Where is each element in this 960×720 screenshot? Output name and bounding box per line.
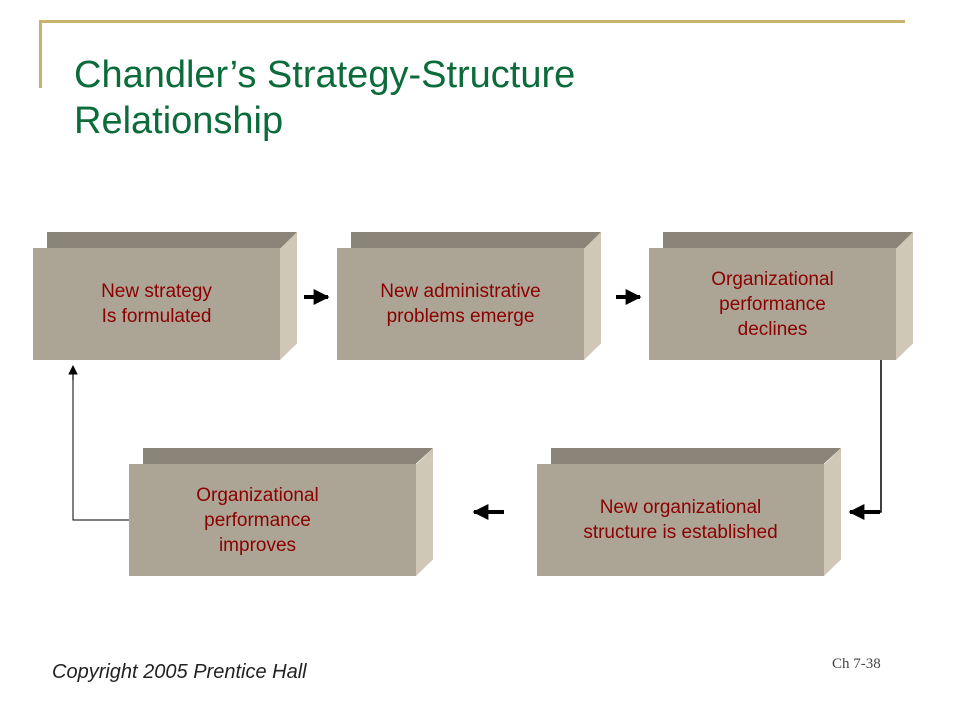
- box-top-edge: [47, 232, 297, 248]
- box-new-structure: [537, 448, 841, 576]
- connector-declines-to-structure: [868, 360, 881, 512]
- box-label-line: problems emerge: [386, 306, 535, 327]
- slide-title-line-2: Relationship: [74, 100, 284, 142]
- box-top-edge: [551, 448, 841, 464]
- box-top-edge: [663, 232, 913, 248]
- box-label-line: declines: [737, 318, 808, 340]
- box-label-line: Organizational: [196, 484, 319, 506]
- box-side-edge: [584, 232, 601, 360]
- box-label-line: performance: [204, 509, 311, 531]
- box-label-line: Is formulated: [101, 306, 212, 327]
- box-face: [33, 248, 280, 360]
- box-label-line: performance: [719, 293, 826, 315]
- box-label-line: Organizational: [711, 268, 834, 290]
- box-top-edge: [351, 232, 601, 248]
- box-face: [337, 248, 584, 360]
- box-side-edge: [416, 448, 433, 576]
- slide-number: Ch 7-38: [832, 656, 881, 672]
- box-label-line: New administrative: [380, 281, 541, 302]
- box-face: [129, 464, 416, 576]
- box-face: [537, 464, 824, 576]
- connector-improves-to-strategy: [73, 372, 129, 520]
- box-label-line: structure is established: [583, 522, 778, 543]
- box-label-line: improves: [218, 534, 297, 556]
- box-side-edge: [824, 448, 841, 576]
- box-performance-improves: [129, 448, 433, 576]
- box-label-line: New strategy: [101, 281, 212, 302]
- box-performance-declines: [649, 232, 913, 360]
- box-side-edge: [896, 232, 913, 360]
- box-new-strategy: [33, 232, 297, 360]
- box-admin-problems: [337, 232, 601, 360]
- slide-title-line-1: Chandler’s Strategy-Structure: [74, 54, 576, 96]
- box-label-line: New organizational: [599, 497, 762, 518]
- copyright-footer: Copyright 2005 Prentice Hall: [52, 661, 307, 683]
- box-face: [649, 248, 896, 360]
- box-side-edge: [280, 232, 297, 360]
- box-top-edge: [143, 448, 433, 464]
